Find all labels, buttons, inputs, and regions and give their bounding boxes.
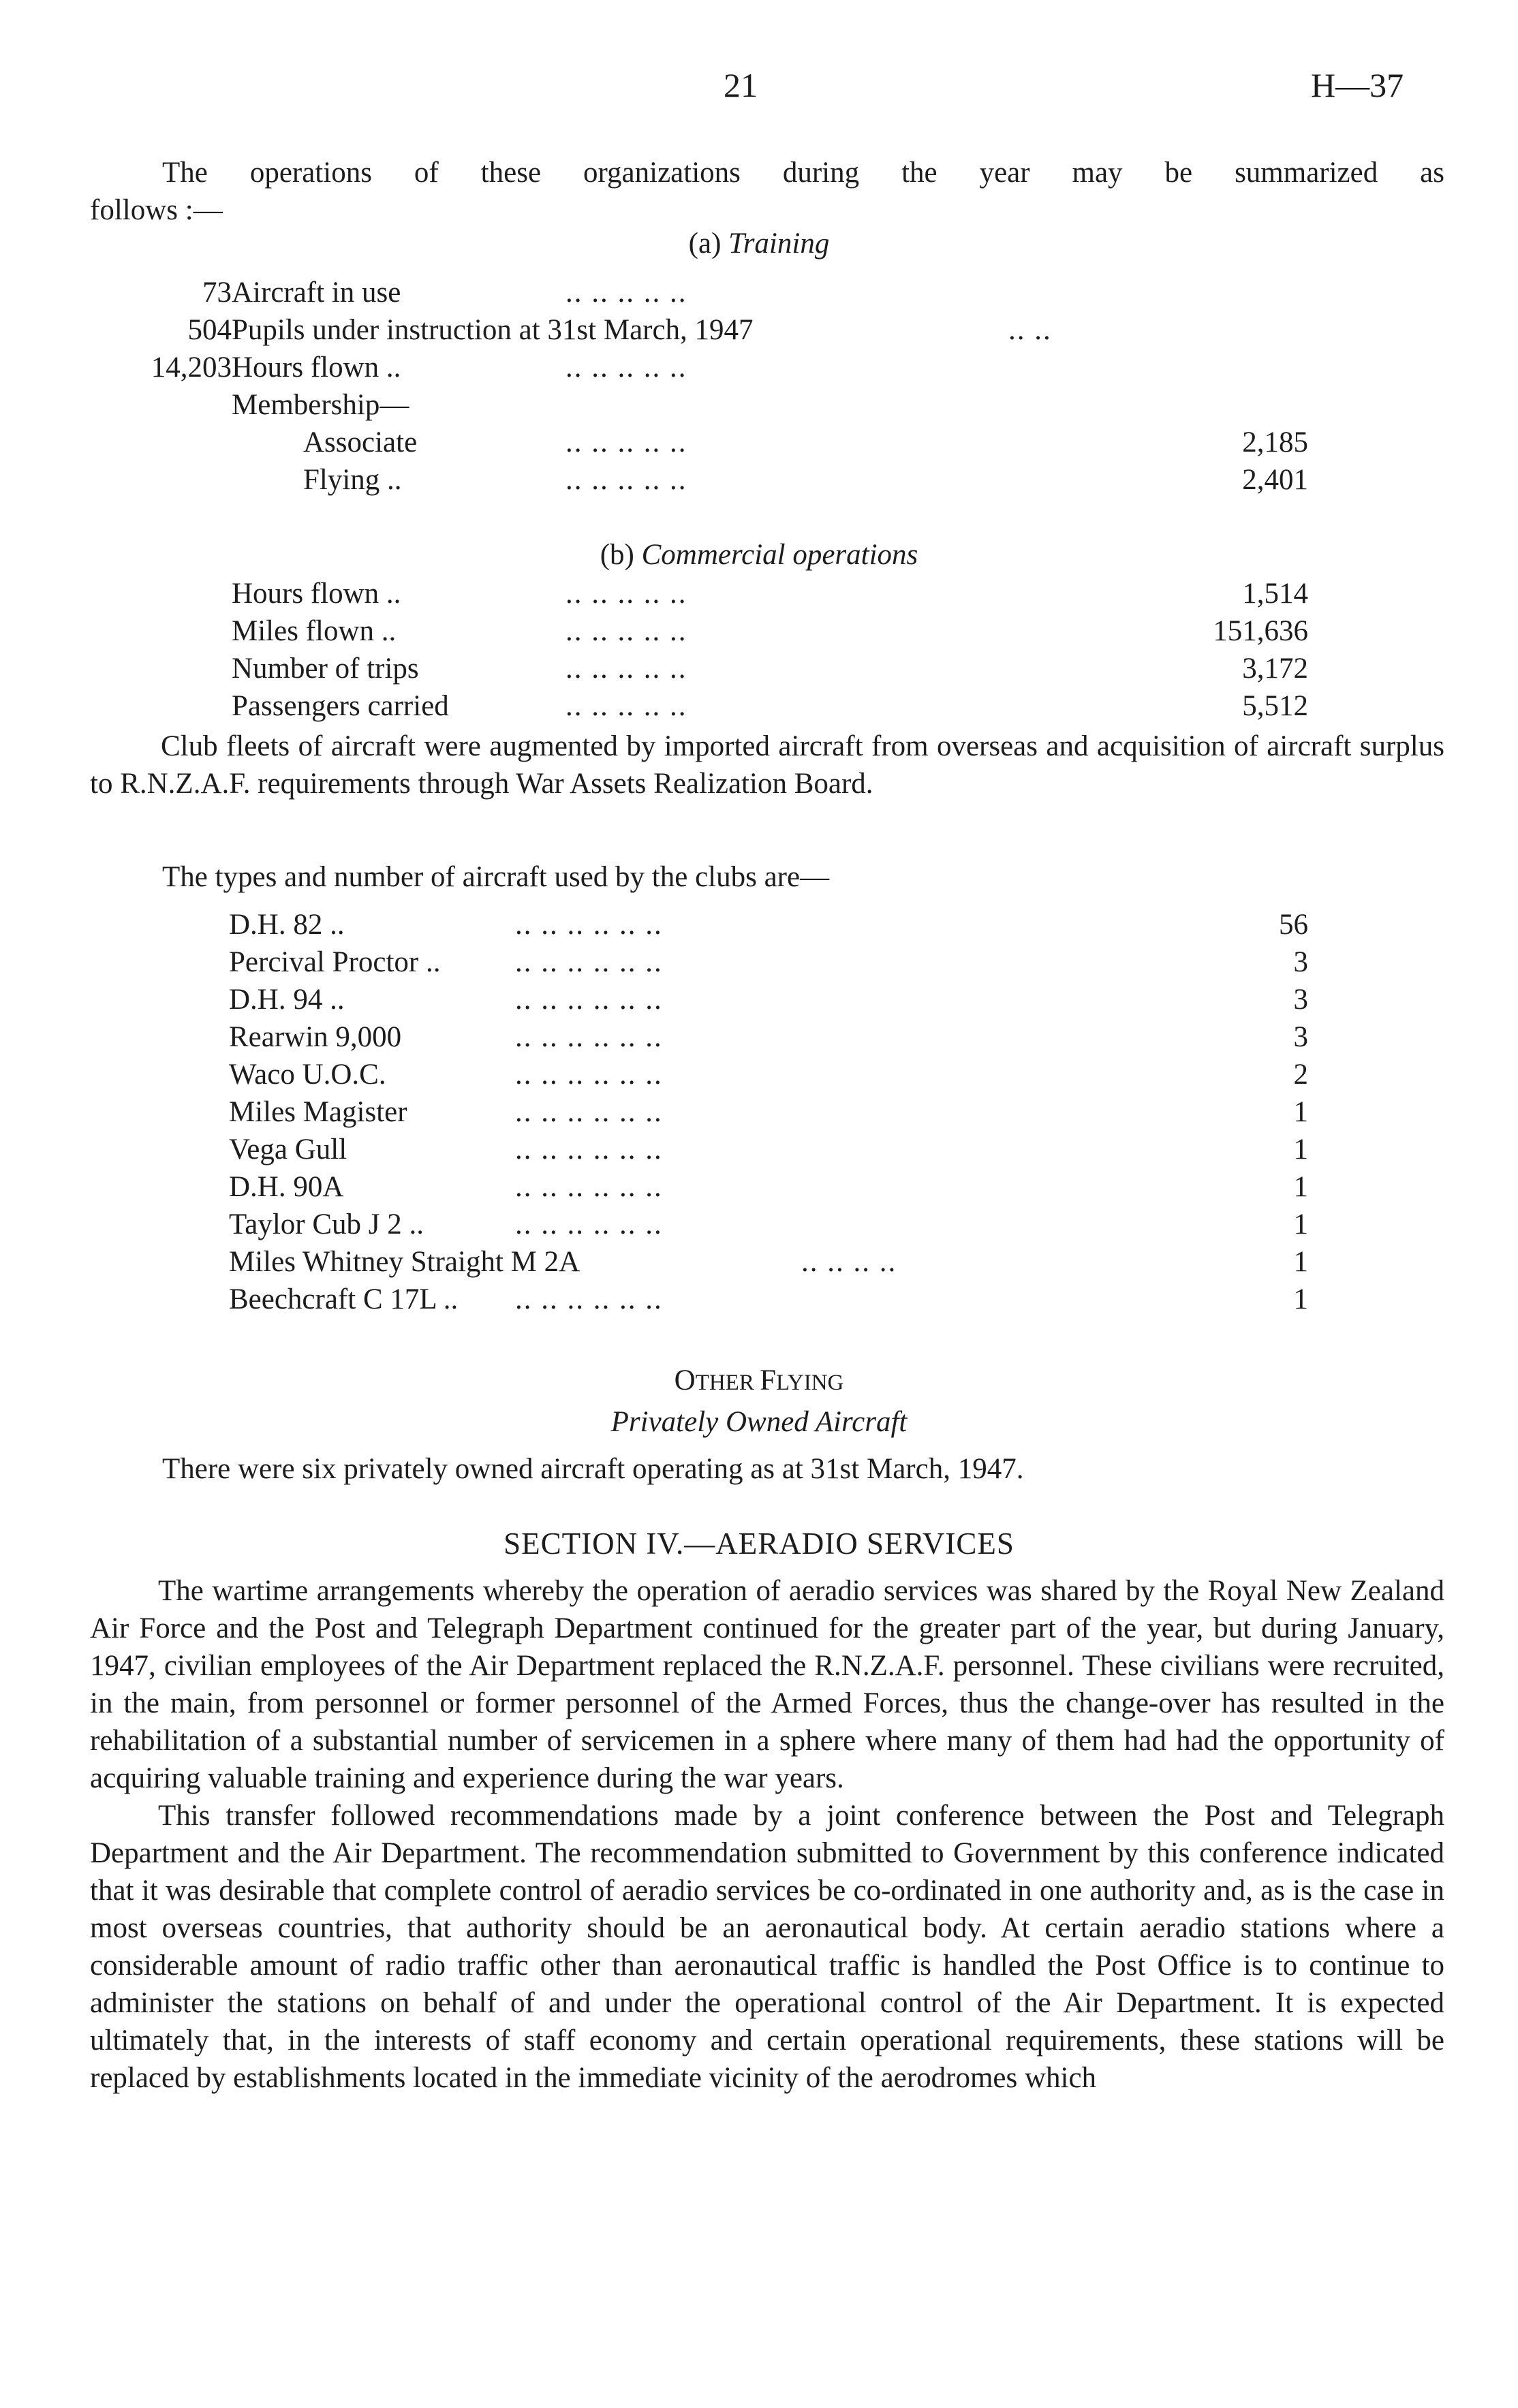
commercial-heading-prefix: (b) [600, 539, 634, 571]
row-value: 3 [1293, 1021, 1308, 1053]
row-label: Miles flown .. [232, 615, 397, 647]
row-label: Beechcraft C 17L .. [229, 1283, 459, 1315]
row-label: Miles Magister [229, 1096, 407, 1128]
table-row [232, 426, 1308, 463]
leader-dots: .. .. .. .. .. .. [515, 1021, 663, 1053]
paragraph-2: This transfer followed recommendations made by a joint conference between the Post and Telegraph Department and the Air Department. The recommendation submitted to Government by this conference indicated that it was desirable that complete control of aeradio services be co-ordinated in one authority and, as is the case in most overseas countries, that authority should be an aeronautical body. At certain aeradio stations where a considerable amount of radio traffic other than aeronautical traffic is handled the Post Office is to continue to administer the stations on behalf of and under the operational control of the Air Department. It is expected ultimately that, in the interests of staff economy and certain operational requirements, these stations will be replaced by establishments located in the immediate vicinity of the aerodromes which [90, 1800, 1444, 2094]
row-value: 1 [1293, 1171, 1308, 1203]
row-value: 1 [1293, 1246, 1308, 1278]
training-heading-prefix: (a) [688, 228, 722, 260]
row-label: Associate [303, 426, 418, 458]
table-row [229, 1020, 1308, 1058]
heading-small-caps: THER [695, 1371, 760, 1395]
row-value: 3,172 [1242, 653, 1308, 685]
leader-dots: .. .. .. .. .. .. [515, 1059, 663, 1091]
table-row [232, 689, 1308, 727]
table-row [232, 614, 1308, 652]
row-label: Number of trips [232, 653, 419, 685]
training-heading-title: Training [728, 228, 830, 260]
leader-dots: .. .. .. .. .. [566, 277, 687, 309]
row-label: Pupils under instruction at 31st March, 1947 [232, 314, 754, 346]
heading-cap: F [760, 1364, 777, 1396]
leader-dots: .. .. .. .. .. [566, 690, 687, 722]
leader-dots: .. .. .. .. .. .. [515, 1171, 663, 1203]
row-value: 3 [1293, 984, 1308, 1016]
leader-dots: .. .. .. .. .. [566, 615, 687, 647]
leader-dots: .. .. .. .. .. [566, 464, 687, 496]
row-value: 2,185 [1242, 426, 1308, 458]
row-value: 1 [1293, 1096, 1308, 1128]
section-title: SECTION IV.—AERADIO SERVICES [504, 1527, 1014, 1561]
leader-dots: .. .. .. .. .. .. [515, 1283, 663, 1315]
commercial-heading [0, 538, 1518, 572]
row-label: Miles Whitney Straight M 2A [229, 1246, 580, 1278]
table-row [232, 652, 1308, 689]
row-label: D.H. 94 .. [229, 984, 345, 1016]
section-body [90, 1572, 1444, 2097]
row-label: Flying .. [303, 464, 402, 496]
row-label: Aircraft in use [232, 277, 401, 309]
leader-dots: .. .. .. .. .. [566, 578, 687, 610]
intro-line-1: The operations of these organizations during the year may be summarized as [162, 157, 1444, 189]
row-label: Hours flown .. [232, 578, 401, 610]
row-label: Waco U.O.C. [229, 1059, 386, 1091]
row-label: D.H. 82 .. [229, 909, 345, 941]
leader-dots: .. .. .. .. .. .. [515, 1133, 663, 1166]
table-row [229, 1283, 1308, 1320]
heading-small-caps: LYING [776, 1371, 844, 1395]
leader-dots: .. .. .. .. [801, 1246, 897, 1278]
row-label: Vega Gull [229, 1133, 347, 1166]
document-code: H—37 [1311, 66, 1404, 104]
privately-owned-subheading: Privately Owned Aircraft [610, 1406, 908, 1438]
row-label: Rearwin 9,000 [229, 1021, 402, 1053]
leader-dots: .. .. .. .. .. .. [515, 984, 663, 1016]
training-heading [0, 227, 1518, 260]
row-label: Passengers carried [232, 690, 449, 722]
table-row [229, 1170, 1308, 1208]
leader-dots: .. .. .. .. .. [566, 653, 687, 685]
leader-dots: .. .. .. .. .. .. [515, 909, 663, 941]
leader-dots: .. .. .. .. .. .. [515, 946, 663, 978]
table-row [229, 1245, 1308, 1283]
table-row [232, 577, 1308, 614]
intro-line-2: follows :— [90, 194, 223, 226]
row-value: 1 [1293, 1283, 1308, 1315]
row-label: Hours flown .. [232, 351, 401, 384]
row-label: Percival Proctor .. [229, 946, 441, 978]
row-value: 2,401 [1242, 464, 1308, 496]
leader-dots: .. .. [1008, 314, 1052, 346]
paragraph-1: The wartime arrangements whereby the operation of aeradio services was shared by the Royal New Zealand Air Force and the Post and Telegraph Department continued for the greater part of the year, but during January, 1947, civilian employees of the Air Department replaced the R.N.Z.A.F. personnel. These civilians were recruited, in the main, from personnel or former personnel of the Armed Forces, thus the change-over has resulted in the rehabilitation of a substantial number of servicemen in a sphere where many of them had had the opportunity of acquiring valuable training and experience during the war years. [90, 1575, 1444, 1794]
table-row [229, 945, 1308, 983]
table-row [229, 1133, 1308, 1170]
row-value: 3 [1293, 946, 1308, 978]
row-label: Taylor Cub J 2 .. [229, 1208, 424, 1240]
leader-dots: .. .. .. .. .. [566, 426, 687, 458]
row-value: 5,512 [1242, 690, 1308, 722]
leader-dots: .. .. .. .. .. .. [515, 1208, 663, 1240]
types-intro: The types and number of aircraft used by the clubs are— [162, 861, 830, 893]
row-value: 504 [187, 314, 232, 346]
table-row [229, 983, 1308, 1020]
row-value: 151,636 [1213, 615, 1308, 647]
row-value: 56 [1279, 909, 1308, 941]
row-value: 2 [1293, 1059, 1308, 1091]
table-row [229, 1095, 1308, 1133]
table-row [229, 1058, 1308, 1095]
heading-cap: O [674, 1364, 696, 1396]
other-flying-heading [0, 1364, 1518, 1397]
table-row [229, 908, 1308, 945]
leader-dots: .. .. .. .. .. .. [515, 1096, 663, 1128]
row-label: Membership— [232, 389, 409, 421]
row-value: 73 [202, 277, 232, 309]
commercial-heading-title: Commercial operations [641, 539, 918, 571]
row-label: D.H. 90A [229, 1171, 344, 1203]
row-value: 1 [1293, 1133, 1308, 1166]
row-value: 1 [1293, 1208, 1308, 1240]
leader-dots: .. .. .. .. .. [566, 351, 687, 384]
row-value: 14,203 [151, 351, 232, 384]
page-number: 21 [724, 66, 758, 104]
club-fleets-paragraph: Club fleets of aircraft were augmented by imported aircraft from overseas and acquisition of aircraft surplus to R.N.Z.A.F. requirements through War Assets Realization Board. [90, 730, 1444, 800]
other-flying-text: There were six privately owned aircraft operating as at 31st March, 1947. [162, 1453, 1024, 1485]
table-row [232, 463, 1308, 501]
row-value: 1,514 [1242, 578, 1308, 610]
table-row [229, 1208, 1308, 1245]
